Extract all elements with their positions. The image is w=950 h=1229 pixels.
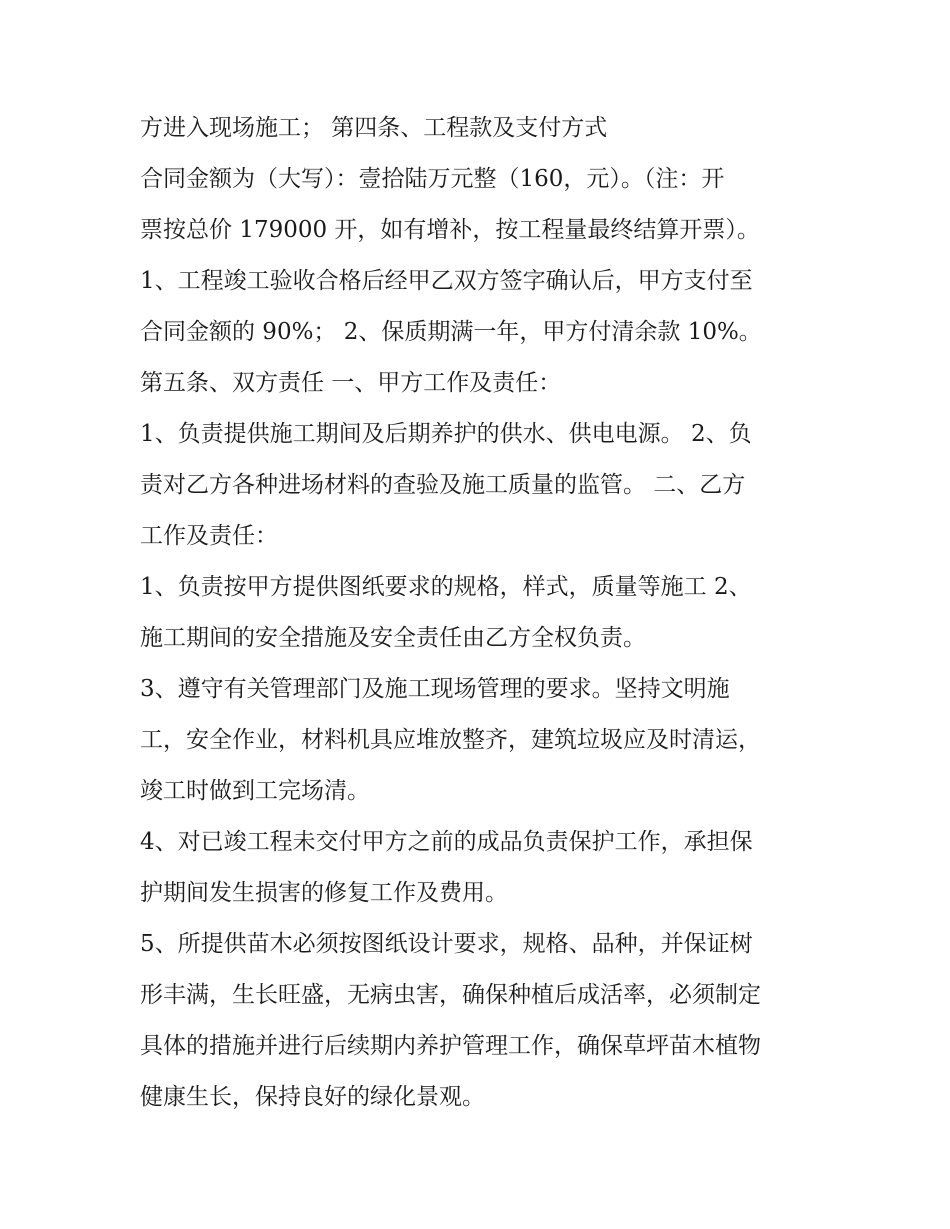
text-line: 5、所提供苗木必须按图纸设计要求，规格、品种，并保证树 xyxy=(140,931,753,957)
text-line: 3、遵守有关管理部门及施工现场管理的要求。坚持文明施 xyxy=(140,676,730,702)
text-line: 具体的措施并进行后续期内养护管理工作，确保草坪苗木植物 xyxy=(140,1033,761,1059)
text-line: 1、负责按甲方提供图纸要求的规格，样式，质量等施工 2、 xyxy=(140,574,752,600)
text-line: 责对乙方各种进场材料的查验及施工质量的监管。 二、乙方 xyxy=(140,472,746,498)
contract-text xyxy=(140,103,830,1123)
text-line: 护期间发生损害的修复工作及费用。 xyxy=(140,880,508,906)
text-line: 票按总价 179000 开，如有增补，按工程量最终结算开票）。 xyxy=(140,217,760,243)
text-line: 合同金额为（大写）：壹拾陆万元整（160，元）。（注：开 xyxy=(140,166,725,192)
text-line: 合同金额的 90%； 2、保质期满一年，甲方付清余款 10%。 xyxy=(140,319,762,345)
text-line: 方进入现场施工； 第四条、工程款及支付方式 xyxy=(140,115,608,141)
text-line: 竣工时做到工完场清。 xyxy=(140,778,370,804)
text-line: 工，安全作业，材料机具应堆放整齐，建筑垃圾应及时清运， xyxy=(140,727,761,753)
text-line: 4、对已竣工程未交付甲方之前的成品负责保护工作，承担保 xyxy=(140,829,753,855)
text-line: 第五条、双方责任 一、甲方工作及责任： xyxy=(140,370,562,396)
text-line: 形丰满，生长旺盛，无病虫害，确保种植后成活率，必须制定 xyxy=(140,982,761,1008)
text-line: 健康生长，保持良好的绿化景观。 xyxy=(140,1084,485,1110)
text-line: 工作及责任： xyxy=(140,523,278,549)
text-line: 施工期间的安全措施及安全责任由乙方全权负责。 xyxy=(140,625,646,651)
text-line: 1、工程竣工验收合格后经甲乙双方签字确认后，甲方支付至 xyxy=(140,268,753,294)
text-line: 1、负责提供施工期间及后期养护的供水、供电电源。 2、负 xyxy=(140,421,752,447)
